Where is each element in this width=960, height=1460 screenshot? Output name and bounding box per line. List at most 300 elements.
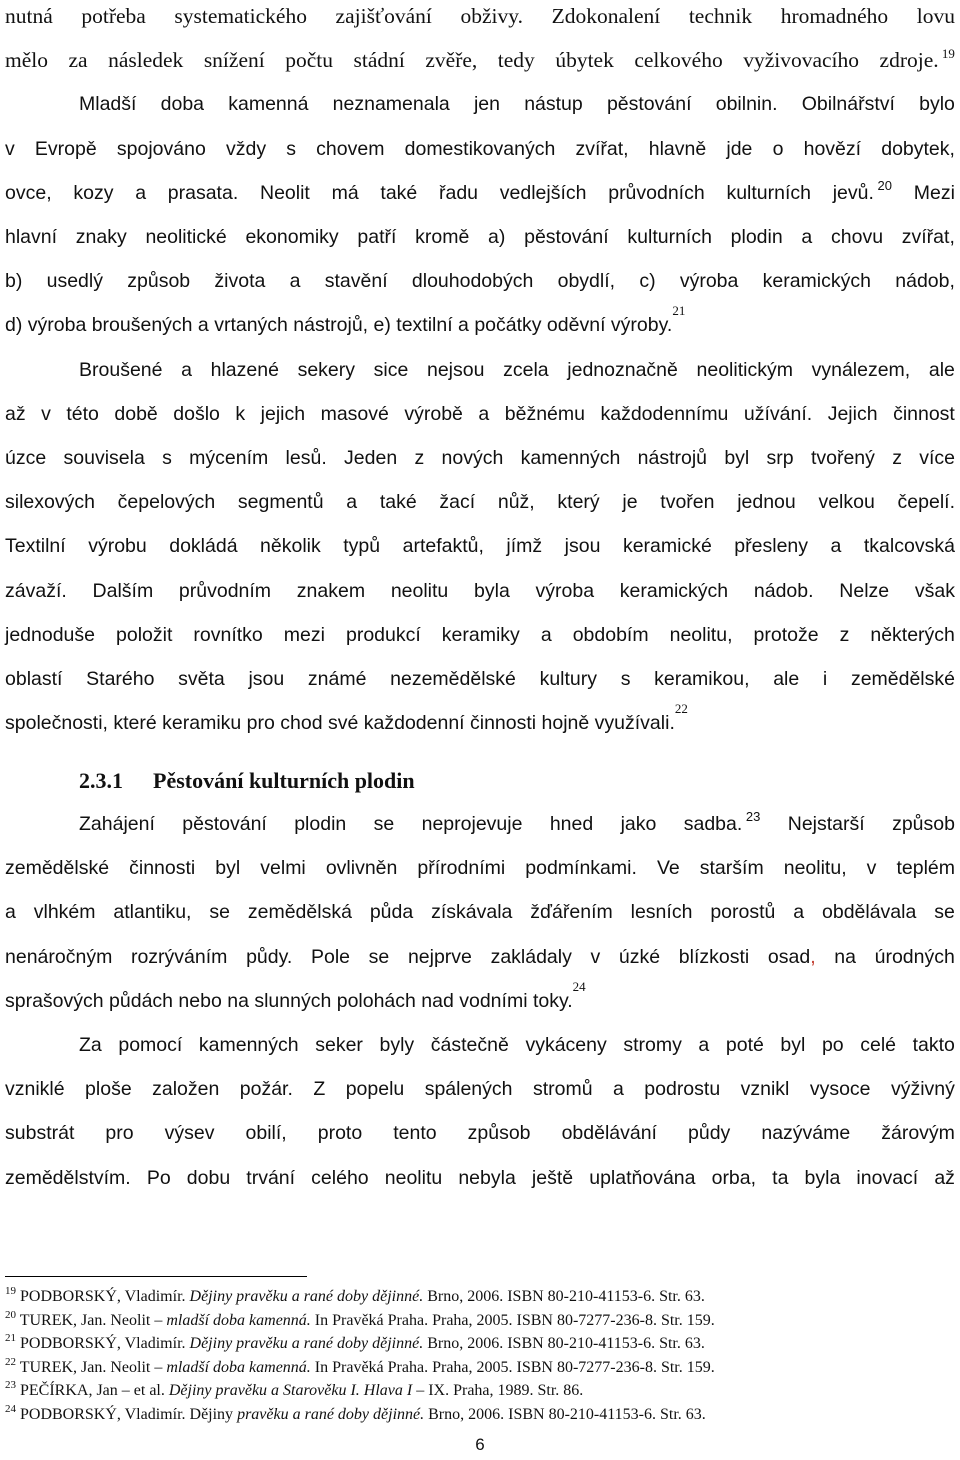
word: výrobě [404, 402, 463, 425]
footnote-title: mladší doba kamenná. [166, 1358, 311, 1376]
word: Nelze [839, 579, 890, 602]
word: mýcením [189, 447, 269, 469]
footnote [5, 1404, 955, 1426]
word: neolitu [390, 579, 449, 602]
word: s [620, 668, 631, 690]
word: obživy. [460, 4, 523, 28]
text-line [5, 488, 955, 516]
word: tedy [497, 48, 535, 73]
text-line [5, 532, 955, 560]
word: čepelových [117, 491, 216, 514]
word: stromy [623, 1034, 682, 1056]
word: činnosti [129, 857, 196, 880]
word: obilí, [245, 1122, 287, 1145]
word: keramických [619, 579, 729, 602]
word: výroba [679, 270, 739, 293]
word: také [380, 181, 418, 204]
word: keramických [762, 270, 871, 293]
word: Jejich [827, 402, 878, 425]
word: velmi [260, 857, 306, 880]
word: však [914, 579, 955, 602]
word: výživný [890, 1078, 955, 1101]
footnote-mark: 23 [742, 809, 761, 824]
word: starším [699, 857, 764, 880]
footnote-number: 23 [5, 1379, 16, 1391]
footnote-title: pravěku a rané doby dějinné. [237, 1405, 425, 1423]
word: uplatňována [589, 1166, 696, 1189]
word: vynálezem, [811, 358, 911, 381]
word: domestikovaných [404, 137, 556, 160]
word: jímž [506, 535, 543, 558]
word: jednoduše [5, 623, 95, 646]
text-line [5, 1164, 955, 1192]
word: systematického [174, 4, 307, 28]
word: je [622, 491, 638, 514]
word: neolitu [384, 1166, 443, 1189]
word: a [5, 901, 16, 924]
word: nezemědělské [390, 668, 516, 690]
word: v [41, 402, 51, 425]
word: a [135, 181, 147, 204]
word: žďářením [530, 901, 613, 924]
text-line [5, 1119, 955, 1147]
footnote-details: Brno, 2006. ISBN 80-210-41153-6. Str. 63. [423, 1288, 705, 1305]
word: patří [357, 226, 397, 248]
word: způsob [127, 270, 191, 293]
word: seker [315, 1034, 363, 1056]
section-heading [79, 766, 415, 796]
word: a [698, 1034, 710, 1056]
text-line [79, 90, 955, 118]
word: úzké [618, 945, 661, 968]
word: zvířat, [575, 137, 629, 160]
text-line [79, 810, 955, 838]
word: i [822, 668, 828, 690]
word: jako [620, 813, 657, 835]
word: kulturních [726, 181, 811, 204]
word: pěstování [606, 93, 692, 116]
word: nazýváme [761, 1122, 851, 1145]
word: chovem [316, 137, 385, 160]
word: tkalcovská [863, 535, 955, 558]
footnote-author: TUREK, Jan. Neolit – [16, 1311, 167, 1329]
text-segment: společnosti, které keramiku pro chod své každodenní činnosti hojně využívali. [5, 712, 675, 735]
footnote-number: 21 [5, 1332, 16, 1344]
word: výrobu [88, 535, 147, 558]
word: také [379, 491, 417, 514]
footnote-mark: 21 [672, 303, 686, 319]
word: hlavní [5, 226, 58, 248]
word: na [834, 945, 856, 968]
footnote-details: In Pravěká Praha. Praha, 2005. ISBN 80-7277-236-8. Str. 159. [310, 1311, 715, 1329]
word: vykáceny [525, 1034, 607, 1056]
word: ovlivněn [325, 857, 398, 880]
footnote [5, 1333, 955, 1355]
word: který [557, 491, 600, 514]
word: Zahájení [79, 813, 155, 835]
word: hromadného [780, 4, 889, 28]
word: stromů [532, 1078, 593, 1101]
word: nástrojů [637, 447, 708, 469]
word: se [209, 901, 230, 924]
word: sice [373, 358, 409, 381]
word: vzniklé [5, 1078, 65, 1101]
footnote-details: IX. Praha, 1989. Str. 86. [424, 1382, 584, 1399]
word: byl [724, 447, 750, 469]
word: v [590, 945, 601, 968]
word: počtu [285, 48, 333, 73]
word: o [772, 137, 784, 160]
word: byl [215, 857, 241, 880]
word: závaží. [5, 579, 67, 602]
word: dokládá [169, 535, 238, 558]
word: a [478, 402, 490, 425]
word: a [289, 270, 301, 293]
word: žací [439, 491, 476, 514]
word: a [801, 226, 813, 248]
word: hlavně [648, 137, 707, 160]
word: bylo [919, 93, 955, 116]
text-line [5, 943, 955, 971]
word: položit [116, 623, 173, 646]
word: dobytek, [881, 137, 955, 160]
word: Mezi [913, 181, 955, 204]
word: následek [108, 48, 184, 73]
word: tento [393, 1122, 437, 1145]
text-line [5, 303, 955, 339]
word: typů [343, 535, 381, 558]
word: až [5, 402, 26, 425]
word: má [331, 181, 359, 204]
word: rovnítko [193, 623, 263, 646]
word: této [66, 402, 99, 425]
word: obydlí, [557, 270, 616, 293]
word: jejich [260, 402, 306, 425]
word: stavění [324, 270, 388, 293]
word: se [368, 945, 390, 968]
word: keramické [622, 535, 712, 558]
word: stádní [353, 48, 405, 73]
word: průvodních [608, 181, 705, 204]
word: půdy. [246, 945, 293, 968]
word: silexových [5, 491, 95, 514]
word: Obilnářství [801, 93, 895, 116]
word: neolitu, [669, 623, 733, 646]
word: vlhkém [33, 901, 96, 924]
footnote-details: In Pravěká Praha. Praha, 2005. ISBN 80-7277-236-8. Str. 159. [310, 1358, 715, 1376]
word: hovězí [803, 137, 862, 160]
text-line [5, 179, 955, 207]
word: jsou [564, 535, 601, 558]
word: Starého [86, 668, 155, 690]
word: úzce [5, 447, 47, 469]
footnote-author: PEČÍRKA, Jan – et al. [16, 1382, 169, 1399]
footnote-title: mladší doba kamenná. [166, 1311, 311, 1329]
text-line [5, 978, 955, 1015]
word: nůž, [497, 491, 535, 514]
word: známé [307, 668, 367, 690]
word: Broušené [79, 358, 163, 381]
word: a [346, 491, 358, 514]
word: obdělávání [561, 1122, 657, 1145]
text-segment: d) výroba broušených a vrtaných nástrojů, e) textilní a počátky oděvní výroby. [5, 314, 673, 337]
word: Mladší [79, 93, 137, 116]
word: s [286, 137, 296, 160]
word: nebyla [458, 1166, 516, 1189]
footnote [5, 1286, 955, 1308]
word: celé [860, 1034, 897, 1056]
word: Dalším [92, 579, 154, 602]
footnote-mark: 22 [674, 701, 688, 717]
word: světa [178, 668, 225, 690]
word: nutná [5, 4, 53, 28]
word: Za [79, 1034, 102, 1056]
section-title: Pěstování kulturních plodin [153, 768, 415, 793]
word: Pole [310, 945, 351, 968]
word: nejsou [426, 358, 485, 381]
word: srp [766, 447, 794, 469]
word: osad, [767, 945, 816, 968]
footnote-title: Dějiny pravěku a Starověku I. Hlava I – [168, 1382, 425, 1399]
word: zakládaly [490, 945, 572, 968]
word: technik [688, 4, 753, 28]
word: blízkosti [678, 945, 750, 968]
word: činnost [893, 402, 955, 425]
word: vysoce [809, 1078, 871, 1101]
text-line [5, 223, 955, 251]
word: prasata. [167, 181, 239, 204]
word: ale [773, 668, 800, 690]
word: k [235, 402, 246, 425]
word: z [892, 447, 902, 469]
word: podrostu [644, 1078, 721, 1101]
word: Neolit [259, 181, 310, 204]
word: Zdokonalení [551, 4, 661, 28]
word: způsob [467, 1122, 531, 1145]
word: zemědělské [850, 668, 955, 690]
word: se [934, 901, 955, 924]
text-line [5, 2, 955, 30]
highlighted-comma: , [810, 945, 816, 968]
word: až [934, 1166, 955, 1189]
word: částečně [430, 1034, 509, 1056]
word: popelu [345, 1078, 405, 1101]
footnote-title: Dějiny pravěku a rané doby dějinné. [189, 1288, 424, 1305]
word: lesních [630, 901, 693, 924]
word: jde [726, 137, 753, 160]
footnote-title: Dějiny pravěku a rané doby dějinné. [189, 1335, 424, 1352]
word: mezi [283, 623, 325, 646]
word: a [830, 535, 842, 558]
word: úrodných [874, 945, 955, 968]
footnote [5, 1310, 955, 1332]
word: kultury [539, 668, 597, 690]
word: porostů [710, 901, 776, 924]
word: vyživovacího [743, 48, 860, 73]
word: výroba [535, 579, 595, 602]
footnote-separator [5, 1276, 307, 1277]
word: pěstování [182, 813, 267, 835]
word: po [821, 1034, 844, 1056]
word: řadu [439, 181, 479, 204]
text-line [5, 665, 955, 693]
word: kamenných [198, 1034, 299, 1056]
text-line [79, 1031, 955, 1059]
word: neznamenala [332, 93, 450, 116]
footnote-author: TUREK, Jan. Neolit – [16, 1358, 167, 1376]
word: pomocí [118, 1034, 183, 1056]
word: získávala [431, 901, 513, 924]
footnote-details: Brno, 2006. ISBN 80-210-41153-6. Str. 63. [423, 1335, 705, 1352]
page-number: 6 [475, 1435, 485, 1454]
word: z [414, 447, 425, 469]
word: došlo [173, 402, 220, 425]
word: b) [5, 270, 23, 293]
word: tvořen [660, 491, 715, 514]
word: segmentů [237, 491, 324, 514]
word: zvěře, [425, 48, 478, 73]
word: trvání [246, 1166, 296, 1189]
word: podmínkami. [525, 857, 637, 880]
word: za [68, 48, 88, 73]
word: žárovým [881, 1122, 955, 1145]
word: vždy [225, 137, 267, 160]
word: více [919, 447, 955, 469]
footnote-mark: 19 [938, 46, 955, 62]
footnote-number: 22 [5, 1355, 16, 1368]
word: ta [772, 1166, 789, 1189]
word: kromě [415, 226, 470, 248]
word: neolitu, [783, 857, 847, 880]
word: plodin [730, 226, 783, 248]
word: celého [311, 1166, 369, 1189]
word: ploše [85, 1078, 132, 1101]
footnote-author: PODBORSKÝ, Vladimír. [16, 1335, 190, 1352]
word: a [540, 623, 552, 646]
text-line [5, 621, 955, 649]
word: se [373, 813, 395, 835]
word: zvířat, [901, 226, 955, 248]
word: sadba. $^{23}$ [683, 809, 761, 835]
word: zemědělská [247, 901, 352, 924]
word: usedlý [46, 270, 103, 293]
word: Po [146, 1166, 171, 1189]
word: masové [320, 402, 389, 425]
word: Nejstarší [787, 813, 865, 835]
word: atlantiku, [113, 901, 192, 924]
word: Evropě [34, 137, 97, 160]
word: jednou [737, 491, 796, 514]
word: Z [313, 1078, 326, 1101]
word: způsob [892, 813, 955, 835]
word: znaky [75, 226, 127, 248]
word: několik [260, 535, 321, 558]
word: kulturních [627, 226, 712, 248]
word: ovce, [5, 181, 52, 204]
word: chovu [831, 226, 884, 248]
word: zcela [503, 358, 549, 381]
word: neolitickým [696, 358, 793, 381]
word: takto [912, 1034, 955, 1056]
word: celkového [634, 48, 723, 73]
word: sekery [297, 358, 356, 381]
word: poté [725, 1034, 764, 1056]
word: v [866, 857, 877, 880]
word: době [114, 402, 158, 425]
word: průvodním [178, 579, 272, 602]
word: rozrýváním [130, 945, 228, 968]
text-line [5, 577, 955, 605]
word: a [181, 358, 192, 381]
word: keramikou, [654, 668, 750, 690]
word: nenáročným [5, 945, 113, 968]
word: mělo [5, 48, 48, 73]
word: pěstování [524, 226, 609, 248]
footnote-details: Brno, 2006. ISBN 80-210-41153-6. Str. 63. [424, 1405, 706, 1423]
word: orba, [711, 1166, 757, 1189]
word: spojováno [116, 137, 206, 160]
text-segment: sprašových půdách nebo na slunných polohách nad vodními toky. [5, 989, 573, 1012]
word: teplém [896, 857, 955, 880]
word: neolitické [145, 226, 227, 248]
word: půda [369, 901, 414, 924]
word: v [5, 137, 15, 160]
text-line [5, 444, 955, 472]
word: hned [549, 813, 594, 835]
word: byl [780, 1034, 806, 1056]
word: obdělávala [822, 901, 917, 924]
word: života [214, 270, 266, 293]
word: spálených [424, 1078, 513, 1101]
word: nádob, [895, 270, 955, 293]
word: nejprve [407, 945, 472, 968]
footnote-number: 20 [5, 1308, 16, 1321]
word: byla [474, 579, 510, 602]
word: neprojevuje [421, 813, 523, 835]
text-line [5, 854, 955, 882]
word: založen [152, 1078, 220, 1101]
word: plodin [294, 813, 347, 835]
word: dobu [186, 1166, 231, 1189]
text-line [5, 400, 955, 428]
word: byla [804, 1166, 841, 1189]
word: Textilní [5, 535, 66, 558]
word: potřeba [81, 4, 146, 28]
word: nových [441, 447, 504, 469]
word: úbytek [555, 48, 614, 73]
word: dlouhodobých [411, 270, 534, 293]
text-line [5, 1075, 955, 1103]
footnote-mark: 20 [873, 177, 892, 193]
text-line [5, 46, 955, 74]
footnote-number: 24 [5, 1402, 16, 1415]
word: jen [473, 93, 500, 116]
word: obdobím [572, 623, 649, 646]
text-line [5, 267, 955, 295]
footnote-number: 19 [5, 1285, 16, 1297]
word: ekonomiky [245, 226, 339, 248]
text-line [5, 135, 955, 163]
word: kamenných [520, 447, 621, 469]
word: přírodními [417, 857, 506, 880]
section-number: 2.3.1 [79, 768, 123, 793]
word: protože [753, 623, 819, 646]
text-line [5, 898, 955, 926]
word: ale [928, 358, 955, 381]
word: znakem [296, 579, 366, 602]
word: snížení [203, 48, 265, 73]
word: lovu [916, 4, 955, 28]
